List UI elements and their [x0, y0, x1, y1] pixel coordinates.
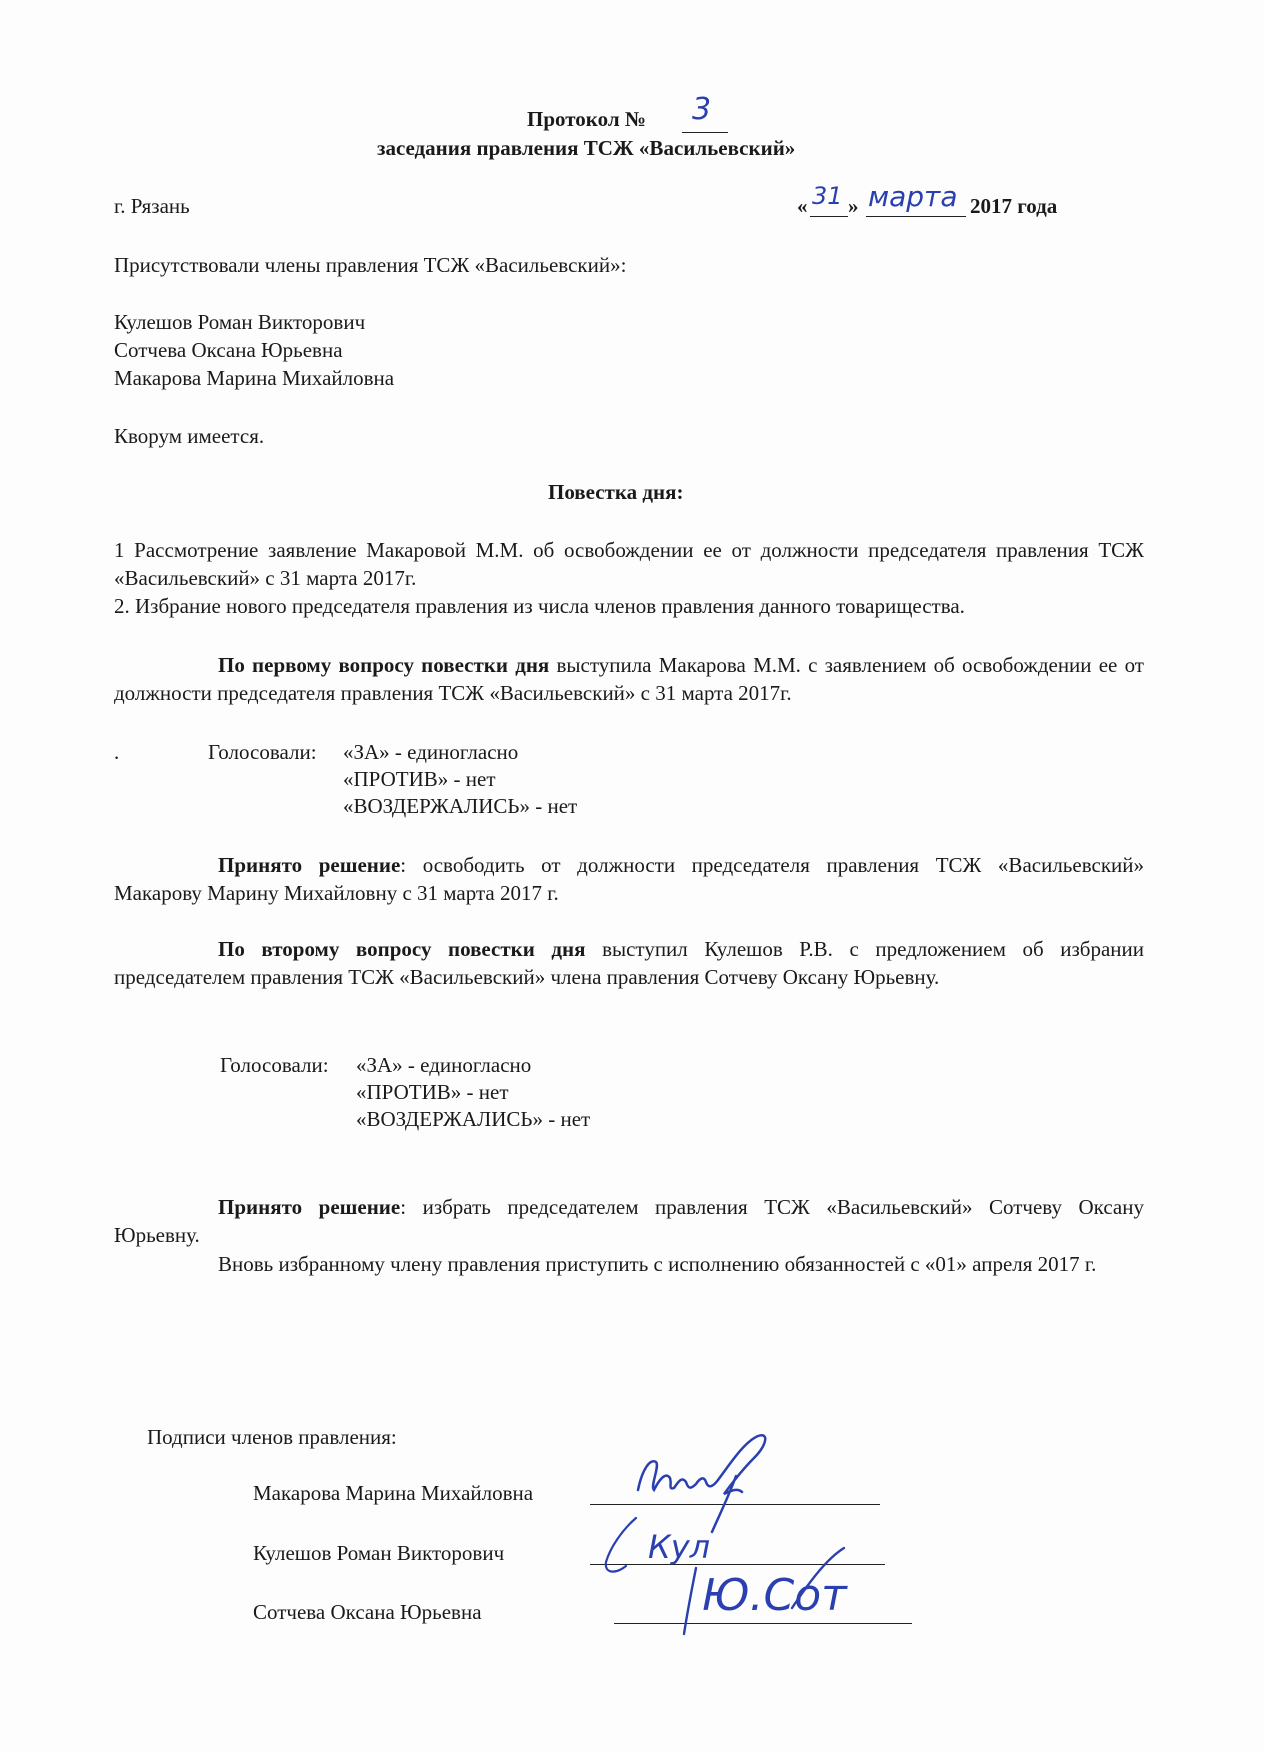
date-month-handwritten: марта [868, 180, 958, 213]
protocol-label: Протокол № [527, 107, 646, 131]
second-question-lead: По второму вопросу повестки дня [218, 937, 586, 961]
signatory-name: Сотчева Оксана Юрьевна [253, 1600, 482, 1624]
quorum: Кворум имеется. [114, 424, 265, 448]
vote2-abstain: «ВОЗДЕРЖАЛИСЬ» - нет [356, 1107, 591, 1131]
present-heading: Присутствовали члены правления ТСЖ «Васильевский»: [114, 253, 627, 277]
date-quote-open: « [797, 194, 808, 218]
agenda-item-2: 2. Избрание нового председателя правления из числа членов правления данного товарищества. [114, 594, 965, 618]
vote1-dot: . [114, 740, 120, 764]
vote1-label: Голосовали: [208, 740, 317, 764]
vote1-abstain: «ВОЗДЕРЖАЛИСЬ» - нет [343, 794, 578, 818]
signatory-name: Кулешов Роман Викторович [253, 1541, 505, 1565]
vote2-label: Голосовали: [220, 1053, 329, 1077]
present-member: Сотчева Оксана Юрьевна [114, 338, 343, 362]
date-month-line [866, 216, 966, 217]
vote2-for: «ЗА» - единогласно [356, 1053, 532, 1077]
signature-sotcheva-text: Ю.Сот [702, 1570, 847, 1621]
vote1-for: «ЗА» - единогласно [343, 740, 519, 764]
decision-2-text: : избрать председателем правления ТСЖ «Васильевский» Сотчеву Оксану Юрьевну. [114, 1195, 1144, 1247]
second-question-paragraph [114, 935, 1144, 991]
protocol-subtitle: заседания правления ТСЖ «Васильевский» [377, 136, 796, 160]
agenda-heading: Повестка дня: [548, 480, 684, 504]
signature-kuleshov-text: Кул [648, 1528, 711, 1566]
date-year: 2017 года [970, 194, 1058, 218]
present-member: Кулешов Роман Викторович [114, 310, 366, 334]
signatory-name: Макарова Марина Михайловна [253, 1481, 534, 1505]
vote1-against: «ПРОТИВ» - нет [343, 767, 496, 791]
date-quote-close: » [848, 194, 859, 218]
decision-1-paragraph [114, 851, 1144, 907]
first-question-lead: По первому вопросу повестки дня [218, 653, 550, 677]
date-day-handwritten: 31 [812, 182, 843, 210]
signatures-heading: Подписи членов правления: [147, 1425, 397, 1449]
second-question-text: выступил Кулешов Р.В. с предложением об избрании председателем правления ТСЖ «Васильевский» члена правления Сотчеву Оксану Юрьевну. [114, 937, 1144, 989]
decision-1-text: : освободить от должности председателя правления ТСЖ «Васильевский» Макарову Марину Михайловну с 31 марта 2017 г. [114, 853, 1144, 905]
decision-2-paragraph [114, 1193, 1144, 1249]
present-member: Макарова Марина Михайловна [114, 366, 395, 390]
decision-1-lead: Принято решение [218, 853, 401, 877]
start-duties-paragraph: Вновь избранному члену правления приступить с исполнению обязанностей с «01» апреля 2017 г. [218, 1252, 1097, 1276]
signature-sotcheva [672, 1538, 862, 1638]
vote2-against: «ПРОТИВ» - нет [356, 1080, 509, 1104]
protocol-number-handwritten: 3 [692, 92, 712, 127]
city: г. Рязань [114, 194, 190, 218]
first-question-paragraph [114, 651, 1144, 707]
first-question-text: выступила Макарова М.М. с заявлением об освобождении ее от должности председателя правления ТСЖ «Васильевский» с 31 марта 2017г. [114, 653, 1144, 705]
decision-2-lead: Принято решение [218, 1195, 401, 1219]
agenda-item-1: 1 Рассмотрение заявление Макаровой М.М. об освобождении ее от должности председателя правления ТСЖ «Васильевский» с 31 марта 2017г. [114, 538, 1144, 590]
protocol-number-line [682, 132, 728, 133]
date-day-line [810, 216, 848, 217]
